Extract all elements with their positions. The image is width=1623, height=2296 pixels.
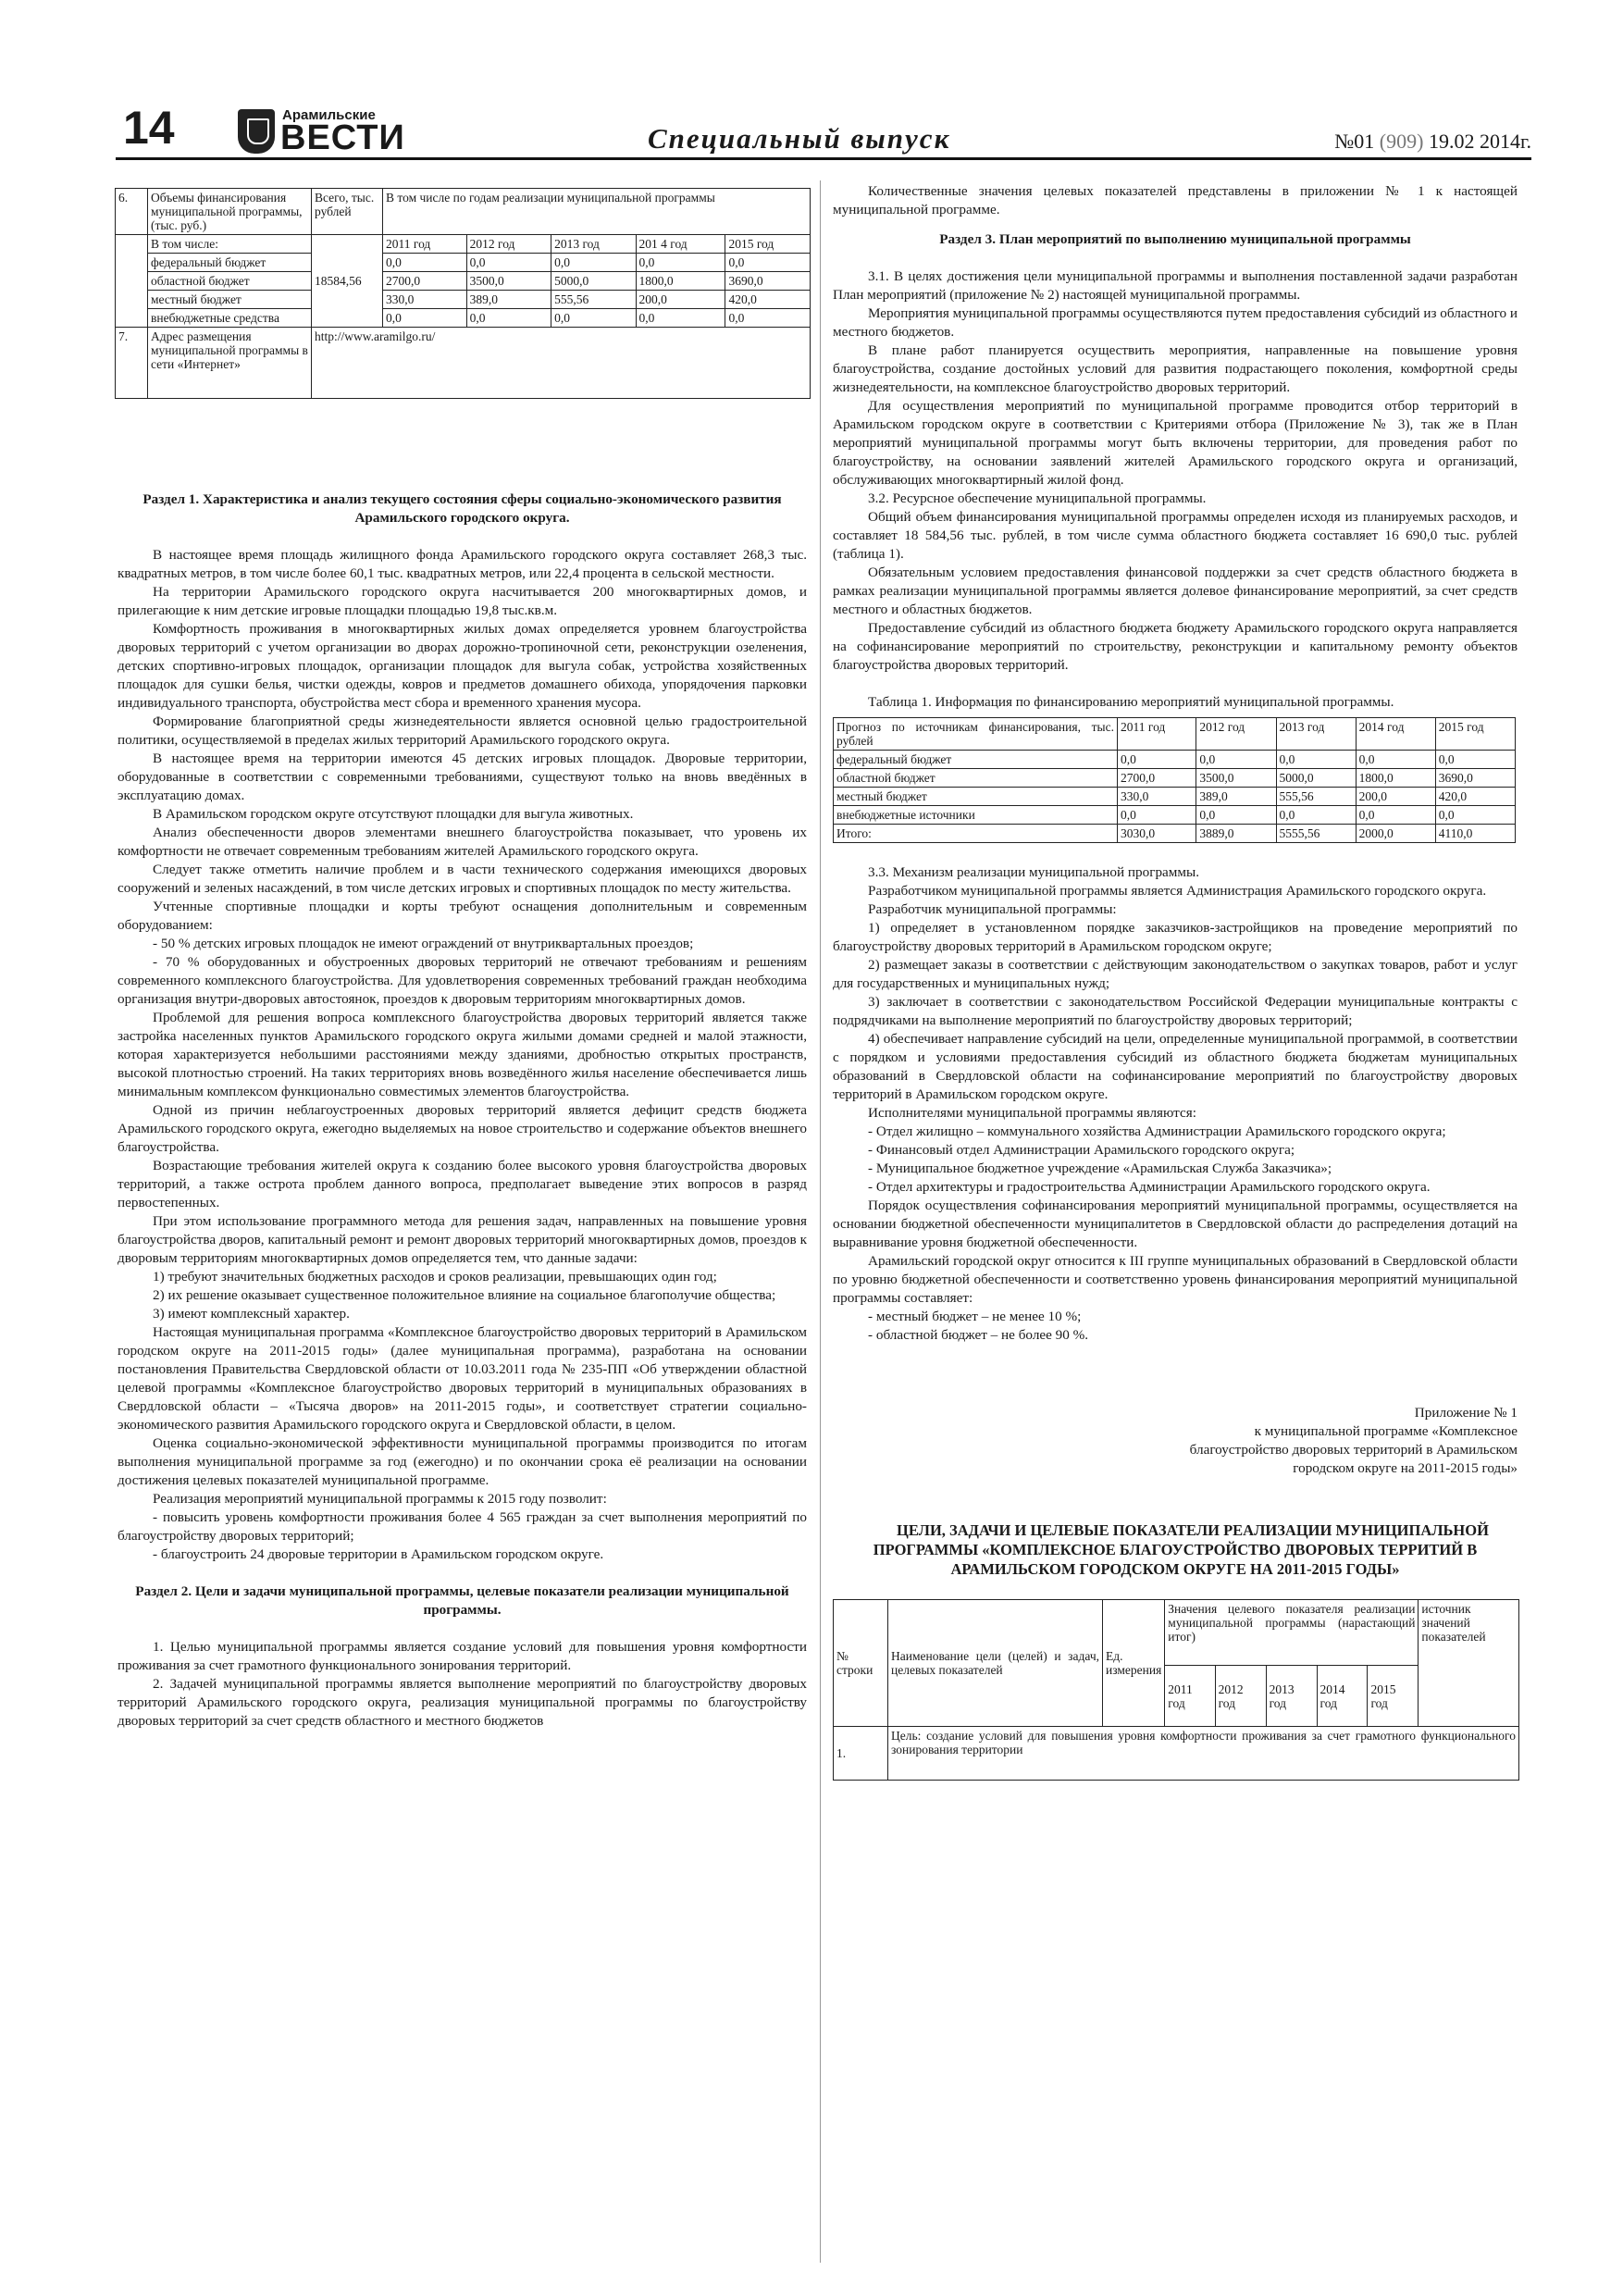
paragraph: 1. Целью муниципальной программы является создание условий для повышения уровня комфортности проживания за счет грамотного функционального зонирования территорий. bbox=[118, 1639, 807, 1673]
cell-value: 0,0 bbox=[1435, 806, 1515, 825]
paragraph: Арамильский городской округ относится к III группе муниципальных образований в Свердловской области по уровню бюджетной обеспеченности и соответственно уровень финансирования мероприятий муниципальной программы составляет: bbox=[833, 1253, 1518, 1306]
table-row bbox=[116, 291, 811, 309]
paragraph: - повысить уровень комфортности проживания более 4 565 граждан за счет выполнения мероприятий по благоустройству дворовых территорий; bbox=[118, 1509, 807, 1544]
table-row bbox=[834, 769, 1516, 788]
col-header: Наименование цели (целей) и задач, целевых показателей bbox=[888, 1600, 1103, 1727]
goal-text: Цель: создание условий для повышения уровня комфортности проживания за счет грамотного функционального зонирования территории bbox=[888, 1727, 1519, 1781]
column-divider bbox=[820, 180, 821, 2263]
cell-value: 0,0 bbox=[551, 309, 636, 328]
cell-value: 3030,0 bbox=[1118, 825, 1196, 843]
cell-label: местный бюджет bbox=[834, 788, 1118, 806]
table-row bbox=[116, 309, 811, 328]
cell-label: Итого: bbox=[834, 825, 1118, 843]
appendix-line: городском округе на 2011-2015 годы» bbox=[1293, 1460, 1518, 1476]
year-cell: 2013 год bbox=[551, 235, 636, 254]
right-column bbox=[833, 182, 1518, 1781]
cell-label: федеральный бюджет bbox=[834, 751, 1118, 769]
website-link[interactable]: http://www.aramilgo.ru/ bbox=[312, 328, 811, 399]
paragraph: Обязательным условием предоставления финансовой поддержки за счет средств областного бюджета в рамках реализации муниципальной программы является долевое финансирование мероприятий, за счет средств местного и областных бюджетов. bbox=[833, 565, 1518, 617]
paragraph: Разработчик муниципальной программы: bbox=[868, 901, 1117, 917]
year-cell: 201 4 год bbox=[636, 235, 725, 254]
appendix-title: ЦЕЛИ, ЗАДАЧИ И ЦЕЛЕВЫЕ ПОКАЗАТЕЛИ РЕАЛИЗАЦИИ МУНИЦИПАЛЬНОЙ ПРОГРАММЫ «КОМПЛЕКСНОЕ БЛАГОУСТРОЙСТВО ДВОРОВЫХ ТЕРРИТИЙ В АРАМИЛЬСКОМ ГОРОДСКОМ ОКРУГЕ НА 2011-2015 ГОДЫ» bbox=[873, 1521, 1489, 1578]
table-row bbox=[834, 751, 1516, 769]
paragraph: 2) их решение оказывает существенное положительное влияние на социальное благополучие общества; bbox=[153, 1287, 776, 1303]
cell-value: 0,0 bbox=[725, 254, 811, 272]
cell-label: внебюджетные источники bbox=[834, 806, 1118, 825]
cell-value: 0,0 bbox=[383, 309, 467, 328]
paragraph: 3.1. В целях достижения цели муниципальной программы и выполнения поставленной задачи разработан План мероприятий (приложение № 2) настоящей муниципальной программы. bbox=[833, 268, 1518, 303]
passport-table bbox=[115, 188, 811, 399]
paragraph: 4) обеспечивает направление субсидий на цели, определенные муниципальной программой, в соответствии с порядком и условиями предоставления субсидий из областного бюджета бюджетам муниципальных образований в Свердловской области на софинансирование мероприятий по благоустройству дворовых территорий в Арамильском городском округе. bbox=[833, 1031, 1518, 1102]
cell-value: 0,0 bbox=[1118, 806, 1196, 825]
financing-table bbox=[833, 717, 1516, 843]
cell-value: 389,0 bbox=[466, 291, 551, 309]
paragraph: 2. Задачей муниципальной программы является выполнение мероприятий по благоустройству дворовых территорий Арамильского городского округа, реализация муниципальной программы по благоустройству дворовых территорий за счет средств областного и местного бюджетов bbox=[118, 1676, 807, 1729]
cell-value: 2700,0 bbox=[383, 272, 467, 291]
cell-empty bbox=[116, 235, 148, 328]
paragraph: Одной из причин неблагоустроенных дворовых территорий является дефицит средств бюджета Арамильского городского округа, ежегодно выделяемых на новое строительство и содержание объектов внешнего благоустройства. bbox=[118, 1102, 807, 1155]
col-header: источник значений показателей bbox=[1419, 1600, 1519, 1727]
col-header: Значения целевого показателя реализации муниципальной программы (нарастающий итог) bbox=[1165, 1600, 1419, 1666]
issue-number: №01 (909) 19.02 2014г. bbox=[1334, 130, 1531, 153]
year-cell: 2013 год bbox=[1266, 1666, 1317, 1727]
cell-label: местный бюджет bbox=[148, 291, 312, 309]
paragraph: Разработчиком муниципальной программы является Администрация Арамильского городского округа. bbox=[868, 883, 1487, 899]
paragraph: В плане работ планируется осуществить мероприятия, направленные на повышение уровня благоустройства, создание достойных условий для развития подрастающего поколения, комфортной среды жизнедеятельности, на комплексное благоустройство дворовых территорий. bbox=[833, 342, 1518, 395]
cell-value: 5555,56 bbox=[1276, 825, 1356, 843]
row-number: 1. bbox=[834, 1727, 888, 1781]
cell-value: 555,56 bbox=[551, 291, 636, 309]
paragraph: Мероприятия муниципальной программы осуществляются путем предоставления субсидий из областного и местного бюджетов. bbox=[833, 305, 1518, 340]
table-row bbox=[116, 272, 811, 291]
cell-value: 0,0 bbox=[466, 254, 551, 272]
paragraph: - Финансовый отдел Администрации Арамильского городского округа; bbox=[868, 1142, 1295, 1158]
cell-value: 330,0 bbox=[383, 291, 467, 309]
cell-value: 0,0 bbox=[725, 309, 811, 328]
paragraph: В Арамильском городском округе отсутствуют площадки для выгула животных. bbox=[153, 806, 634, 822]
cell-value: 555,56 bbox=[1276, 788, 1356, 806]
paragraph: Следует также отметить наличие проблем и в части технического содержания имеющихся дворовых сооружений и зеленых насаждений, в том числе детских игровых и спортивных площадок по месту жительства. bbox=[118, 862, 807, 896]
cell-label: федеральный бюджет bbox=[148, 254, 312, 272]
year-cell: 2015 год bbox=[725, 235, 811, 254]
paragraph: - 50 % детских игровых площадок не имеют ограждений от внутриквартальных проездов; bbox=[153, 936, 694, 951]
col-header: Ед. измерения bbox=[1103, 1600, 1165, 1727]
paragraph: - областной бюджет – не более 90 %. bbox=[868, 1327, 1089, 1343]
logo-big-text: ВЕСТИ bbox=[280, 118, 405, 157]
col-header: № строки bbox=[834, 1600, 888, 1727]
header-rule bbox=[116, 157, 1531, 160]
year-cell: 2012 год bbox=[1196, 718, 1276, 751]
appendix-line: благоустройство дворовых территорий в Арамильском bbox=[1189, 1442, 1518, 1458]
paragraph: Исполнителями муниципальной программы являются: bbox=[868, 1105, 1196, 1121]
section-3-3-body bbox=[833, 863, 1518, 1345]
year-cell: 2011 год bbox=[1165, 1666, 1215, 1727]
cell-value: 389,0 bbox=[1196, 788, 1276, 806]
paragraph: Для осуществления мероприятий по муниципальной программе проводится отбор территорий в Арамильском городском округе в соответствии с Критериями отбора (Приложение № 3), так же в План мероприятий муниципальной программы могут быть включены территории, для проведения работ по благоустройству, на основании заявлений жителей Арамильского городского округа и организаций, обслуживающих многоквартирный жилой фонд. bbox=[833, 398, 1518, 488]
left-column bbox=[118, 387, 807, 1731]
cell-value: 5000,0 bbox=[551, 272, 636, 291]
year-cell: 2012 год bbox=[466, 235, 551, 254]
page-number: 14 bbox=[123, 102, 175, 154]
paragraph: - местный бюджет – не менее 10 %; bbox=[868, 1309, 1082, 1324]
cell-value: 3889,0 bbox=[1196, 825, 1276, 843]
cell-value: 420,0 bbox=[725, 291, 811, 309]
paragraph: 3) заключает в соответствии с законодательством Российской Федерации муниципальные контракты с подрядчиками на выполнение мероприятий по благоустройству дворовых территорий; bbox=[833, 994, 1518, 1028]
table-row bbox=[834, 806, 1516, 825]
row-number: 7. bbox=[116, 328, 148, 399]
paragraph: Проблемой для решения вопроса комплексного благоустройства дворовых территорий является также застройка населенных пунктов Арамильского городского округа жилыми домами средней и малой этажности, которая характеризуется небольшими расстояниями между зданиями, дробностью открытых пространств, высокой плотностью строений. На таких территориях вновь возведённого жилья население обеспечивается лишь минимальным комплексом функционально совместимых элементов благоустройства. bbox=[118, 1010, 807, 1099]
paragraph: Общий объем финансирования муниципальной программы определен исходя из планируемых расходов, и составляет 18 584,56 тыс. рублей, в том числе сумма областного бюджета составляет 16 690,0 тыс. рублей (таблица 1). bbox=[833, 509, 1518, 562]
cell-value: 3690,0 bbox=[1435, 769, 1515, 788]
cell-value: 0,0 bbox=[1356, 806, 1435, 825]
section-2-body bbox=[118, 1638, 807, 1731]
paragraph: 3) имеют комплексный характер. bbox=[153, 1306, 350, 1322]
paragraph: Оценка социально-экономической эффективности муниципальной программы производится по итогам выполнения муниципальной программе за год (ежегодно) и по окончании срока её реализации на основании достижения целевых показателей муниципальной программе. bbox=[118, 1435, 807, 1488]
cell-value: 0,0 bbox=[383, 254, 467, 272]
cell-value: 0,0 bbox=[466, 309, 551, 328]
cell-value: 0,0 bbox=[1276, 751, 1356, 769]
cell-value: 420,0 bbox=[1435, 788, 1515, 806]
cell-label: Адрес размещения муниципальной программы в сети «Интернет» bbox=[148, 328, 312, 399]
paragraph: - Муниципальное бюджетное учреждение «Арамильская Служба Заказчика»; bbox=[868, 1160, 1332, 1176]
cell-value: 0,0 bbox=[551, 254, 636, 272]
section-1-body bbox=[118, 546, 807, 1564]
row-number: 6. bbox=[116, 189, 148, 235]
paragraph: Учтенные спортивные площадки и корты требуют оснащения дополнительным и современным оборудованием: bbox=[118, 899, 807, 933]
paragraph: 1) определяет в установленном порядке заказчиков-застройщиков на проведение мероприятий по благоустройству дворовых территорий в Арамильском городском округе; bbox=[833, 920, 1518, 954]
cell-value: 3500,0 bbox=[466, 272, 551, 291]
paragraph: На территории Арамильского городского округа насчитывается 200 многоквартирных домов, и прилегающие к ним детские игровые площадки площадью 19,8 тыс.кв.м. bbox=[118, 584, 807, 618]
year-cell: 2015 год bbox=[1435, 718, 1515, 751]
cell-value: 0,0 bbox=[1118, 751, 1196, 769]
table-head: Прогноз по источникам финансирования, тыс. рублей bbox=[834, 718, 1118, 751]
crest-icon bbox=[238, 109, 275, 154]
cell-value: 1800,0 bbox=[1356, 769, 1435, 788]
paragraph: - 70 % оборудованных и обустроенных дворовых территорий не отвечают требованиям и решениям современного комплексного благоустройства. Для удовлетворения современных требований граждан необходима организация внутри-дворовых автостоянок, проездов к дворовым территориям многоквартирных домов. bbox=[118, 954, 807, 1007]
section-3-heading: Раздел 3. План мероприятий по выполнению муниципальной программы bbox=[939, 231, 1411, 247]
cell-value: 200,0 bbox=[636, 291, 725, 309]
cell-value: 200,0 bbox=[1356, 788, 1435, 806]
paragraph: Предоставление субсидий из областного бюджета бюджету Арамильского городского округа направляется на софинансирование мероприятий по строительству, реконструкции и капитальному ремонту объектов благоустройства дворовых территорий. bbox=[833, 620, 1518, 673]
cell-total-value: 18584,56 bbox=[312, 235, 383, 328]
indicators-table bbox=[833, 1599, 1519, 1781]
section-2-heading: Раздел 2. Цели и задачи муниципальной программы, целевые показатели реализации муниципальной программы. bbox=[135, 1583, 789, 1618]
table-row bbox=[834, 1727, 1519, 1781]
cell-label: внебюджетные средства bbox=[148, 309, 312, 328]
year-cell: 2013 год bbox=[1276, 718, 1356, 751]
cell-value: 0,0 bbox=[1356, 751, 1435, 769]
paragraph: 1) требуют значительных бюджетных расходов и сроков реализации, превышающих один год; bbox=[153, 1269, 717, 1285]
appendix-line: к муниципальной программе «Комплексное bbox=[1254, 1423, 1518, 1439]
appendix-note bbox=[833, 1404, 1518, 1478]
paragraph: Формирование благоприятной среды жизнедеятельности является основной целью градостроительной политики, осуществляемой в пределах жилых территорий Арамильского городского округа. bbox=[118, 714, 807, 748]
table-row bbox=[116, 254, 811, 272]
section-3-body bbox=[833, 267, 1518, 675]
cell-label: областной бюджет bbox=[148, 272, 312, 291]
cell-total-label: Всего, тыс. рублей bbox=[312, 189, 383, 235]
cell-value: 4110,0 bbox=[1435, 825, 1515, 843]
section-1-heading: Раздел 1. Характеристика и анализ текущего состояния сферы социально-экономического развития Арамильского городского округа. bbox=[142, 491, 782, 526]
paragraph: 3.3. Механизм реализации муниципальной программы. bbox=[868, 864, 1199, 880]
paragraph: Анализ обеспеченности дворов элементами внешнего благоустройства показывает, что уровень их комфортности не отвечает современным требованиям жителей Арамильского городского округа. bbox=[118, 825, 807, 859]
year-cell: 2014 год bbox=[1317, 1666, 1368, 1727]
cell-value: 3500,0 bbox=[1196, 769, 1276, 788]
table-row bbox=[834, 788, 1516, 806]
paragraph: 3.2. Ресурсное обеспечение муниципальной программы. bbox=[868, 490, 1207, 506]
cell-label: областной бюджет bbox=[834, 769, 1118, 788]
paragraph: В настоящее время на территории имеются 45 детских игровых площадок. Дворовые территории, оборудованные в соответствии с современными требованиями, существуют только на вновь введённых в эксплуатацию домах. bbox=[118, 751, 807, 803]
year-cell: 2011 год bbox=[1118, 718, 1196, 751]
paragraph: В настоящее время площадь жилищного фонда Арамильского городского округа составляет 268,3 тыс. квадратных метров, в том числе более 60,1 тыс. квадратных метров, или 22,4 процента в сельской местности. bbox=[118, 547, 807, 581]
paragraph: 2) размещает заказы в соответствии с действующим законодательством о закупках товаров, работ и услуг для государственных и муниципальных нужд; bbox=[833, 957, 1518, 991]
newspaper-logo bbox=[238, 107, 423, 155]
issue-title: Специальный выпуск bbox=[648, 122, 951, 155]
paragraph: - Отдел архитектуры и градостроительства Администрации Арамильского городского округа. bbox=[868, 1179, 1431, 1195]
cell-value: 0,0 bbox=[1196, 751, 1276, 769]
cell-value: 0,0 bbox=[636, 254, 725, 272]
cell-value: 0,0 bbox=[1435, 751, 1515, 769]
paragraph: Количественные значения целевых показателей представлены в приложении № 1 к настоящей муниципальной программе. bbox=[833, 183, 1518, 217]
cell-value: 0,0 bbox=[1196, 806, 1276, 825]
year-cell: 2015 год bbox=[1368, 1666, 1419, 1727]
cell-value: 0,0 bbox=[636, 309, 725, 328]
year-cell: 2011 год bbox=[383, 235, 467, 254]
paragraph: Реализация мероприятий муниципальной программы к 2015 году позволит: bbox=[153, 1491, 607, 1507]
cell-value: 2000,0 bbox=[1356, 825, 1435, 843]
year-cell: 2012 год bbox=[1215, 1666, 1266, 1727]
cell-value: 330,0 bbox=[1118, 788, 1196, 806]
paragraph: - благоустроить 24 дворовые территории в Арамильском городском округе. bbox=[153, 1546, 604, 1562]
table-1-caption: Таблица 1. Информация по финансированию мероприятий муниципальной программы. bbox=[868, 694, 1394, 710]
logo-small-text: Арамильские bbox=[282, 107, 376, 123]
cell-value: 3690,0 bbox=[725, 272, 811, 291]
paragraph: Возрастающие требования жителей округа к созданию более высокого уровня благоустройства дворовых территорий, а также острота проблем данного вопроса, предполагает выведение этих вопросов в разряд первостепенных. bbox=[118, 1158, 807, 1210]
table-row bbox=[834, 825, 1516, 843]
paragraph: При этом использование программного метода для решения задач, направленных на повышение уровня благоустройства дворов, капитальный ремонт и ремонт дворовых территорий многоквартирных домов, проездов к дворовым территориям многоквартирных домов определяется тем, что данные задачи: bbox=[118, 1213, 807, 1266]
paragraph: - Отдел жилищно – коммунального хозяйства Администрации Арамильского городского округа; bbox=[868, 1123, 1446, 1139]
cell-value: 1800,0 bbox=[636, 272, 725, 291]
page-header bbox=[116, 100, 1531, 157]
year-cell: 2014 год bbox=[1356, 718, 1435, 751]
paragraph: Настоящая муниципальная программа «Комплексное благоустройство дворовых территорий в Арамильском городском округе на 2011-2015 годы» (далее муниципальная программа), разработана на основании постановления Правительства Свердловской области от 10.03.2011 года № 235-ПП «Об утверждении областной целевой программы «Комплексное благоустройство дворовых территорий в муниципальных образованиях в Свердловской области – «Тысяча дворов» на 2011-2015 годы», и соответствует стратегии социально-экономического развития Арамильского городского округа и Свердловской области, в целом. bbox=[118, 1324, 807, 1433]
cell-value: 5000,0 bbox=[1276, 769, 1356, 788]
paragraph: Комфортность проживания в многоквартирных жилых домах определяется уровнем благоустройства дворовых территорий с учетом организации во дворах дорожно-тропиночной сети, реконструкции озеленения, детских спортивно-игровых площадок, организации площадок для выгула собак, устройства хозяйственных площадок для сушки белья, чистки одежды, ковров и предметов домашнего обихода, упорядочения парковки индивидуального транспорта, обустройства мест сбора и временного хранения мусора. bbox=[118, 621, 807, 711]
cell-value: 0,0 bbox=[1276, 806, 1356, 825]
cell-label: Объемы финансирования муниципальной программы, (тыс. руб.) bbox=[148, 189, 312, 235]
appendix-line: Приложение № 1 bbox=[1414, 1405, 1518, 1421]
cell-years-header: В том числе по годам реализации муниципальной программы bbox=[383, 189, 811, 235]
cell-label: В том числе: bbox=[148, 235, 312, 254]
cell-value: 2700,0 bbox=[1118, 769, 1196, 788]
paragraph: Порядок осуществления софинансирования мероприятий муниципальной программы, осуществляется на основании бюджетной обеспеченности муниципалитетов в Свердловской области до распределения дотаций на выравнивание уровня бюджетной обеспеченности. bbox=[833, 1198, 1518, 1250]
